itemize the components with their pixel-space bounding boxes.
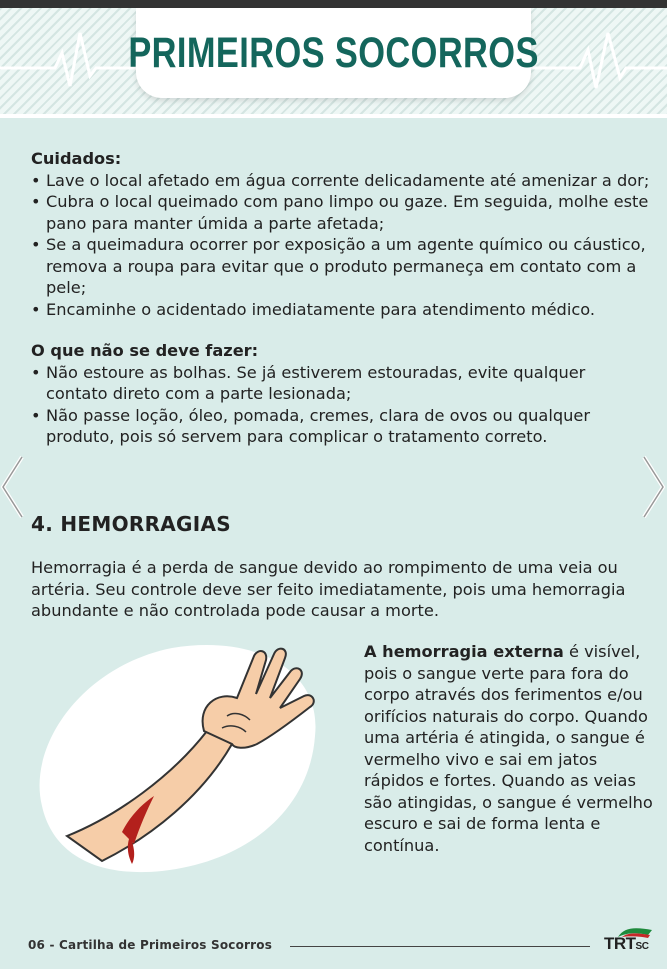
hemorragias-intro: Hemorragia é a perda de sangue devido ao rompimento de uma veia ou artéria. Seu controle deve ser feito imediatamente, pois uma hemorragia abundante e não controlada pode causar a morte. [31,558,626,620]
nao-fazer-heading: O que não se deve fazer: [31,341,259,360]
hemorragia-externa-bold: A hemorragia externa [364,642,564,661]
page-title: PRIMEIROS SOCORROS [128,28,539,77]
list-item: • Encaminhe o acidentado imediatamente para atendimento médico. [31,299,651,321]
main-content [31,148,651,448]
list-item: • Cubra o local queimado com pano limpo ou gaze. Em seguida, molhe este pano para manter úmida a parte afetada; [31,191,651,234]
chevron-right-icon[interactable] [640,454,667,520]
nao-fazer-section [31,340,651,448]
ecg-left-icon [0,28,140,98]
footer-text: 06 - Cartilha de Primeiros Socorros [28,938,273,952]
hemorragia-externa-body: é visível, pois o sangue verte para fora do corpo através dos ferimentos e/ou orifícios naturais do corpo. Quando uma artéria é atingida, o sangue é vermelho vivo e sai em jatos rápidos e fortes. Quando as veias são atingidas, o sangue é vermelho escuro e sai de forma lenta e contínua. [364,642,653,855]
ecg-right-icon [530,28,667,98]
hemorragia-externa-text [364,641,654,856]
list-item: • Não passe loção, óleo, pomada, cremes, clara de ovos ou qualquer produto, pois só servem para complicar o tratamento correto. [31,405,651,448]
footer-line [290,946,590,947]
title-box [128,8,539,98]
cuidados-list [31,170,651,321]
hemorragias-heading: 4. HEMORRAGIAS [31,512,232,536]
cuidados-heading: Cuidados: [31,149,122,168]
cuidados-section [31,148,651,320]
nao-fazer-list [31,362,651,448]
list-item: • Lave o local afetado em água corrente delicadamente até amenizar a dor; [31,170,651,192]
trt-logo [604,925,650,955]
bleeding-arm-illustration [22,636,322,876]
list-item: • Não estoure as bolhas. Se já estiverem estouradas, evite qualquer contato direto com a parte lesionada; [31,362,651,405]
logo-text: TRTSC [604,934,649,953]
header-divider [0,114,667,118]
top-bar [0,0,667,8]
chevron-left-icon[interactable] [0,454,26,520]
list-item: • Se a queimadura ocorrer por exposição a um agente químico ou cáustico, remova a roupa para evitar que o produto permaneça em contato com a pele; [31,234,651,299]
